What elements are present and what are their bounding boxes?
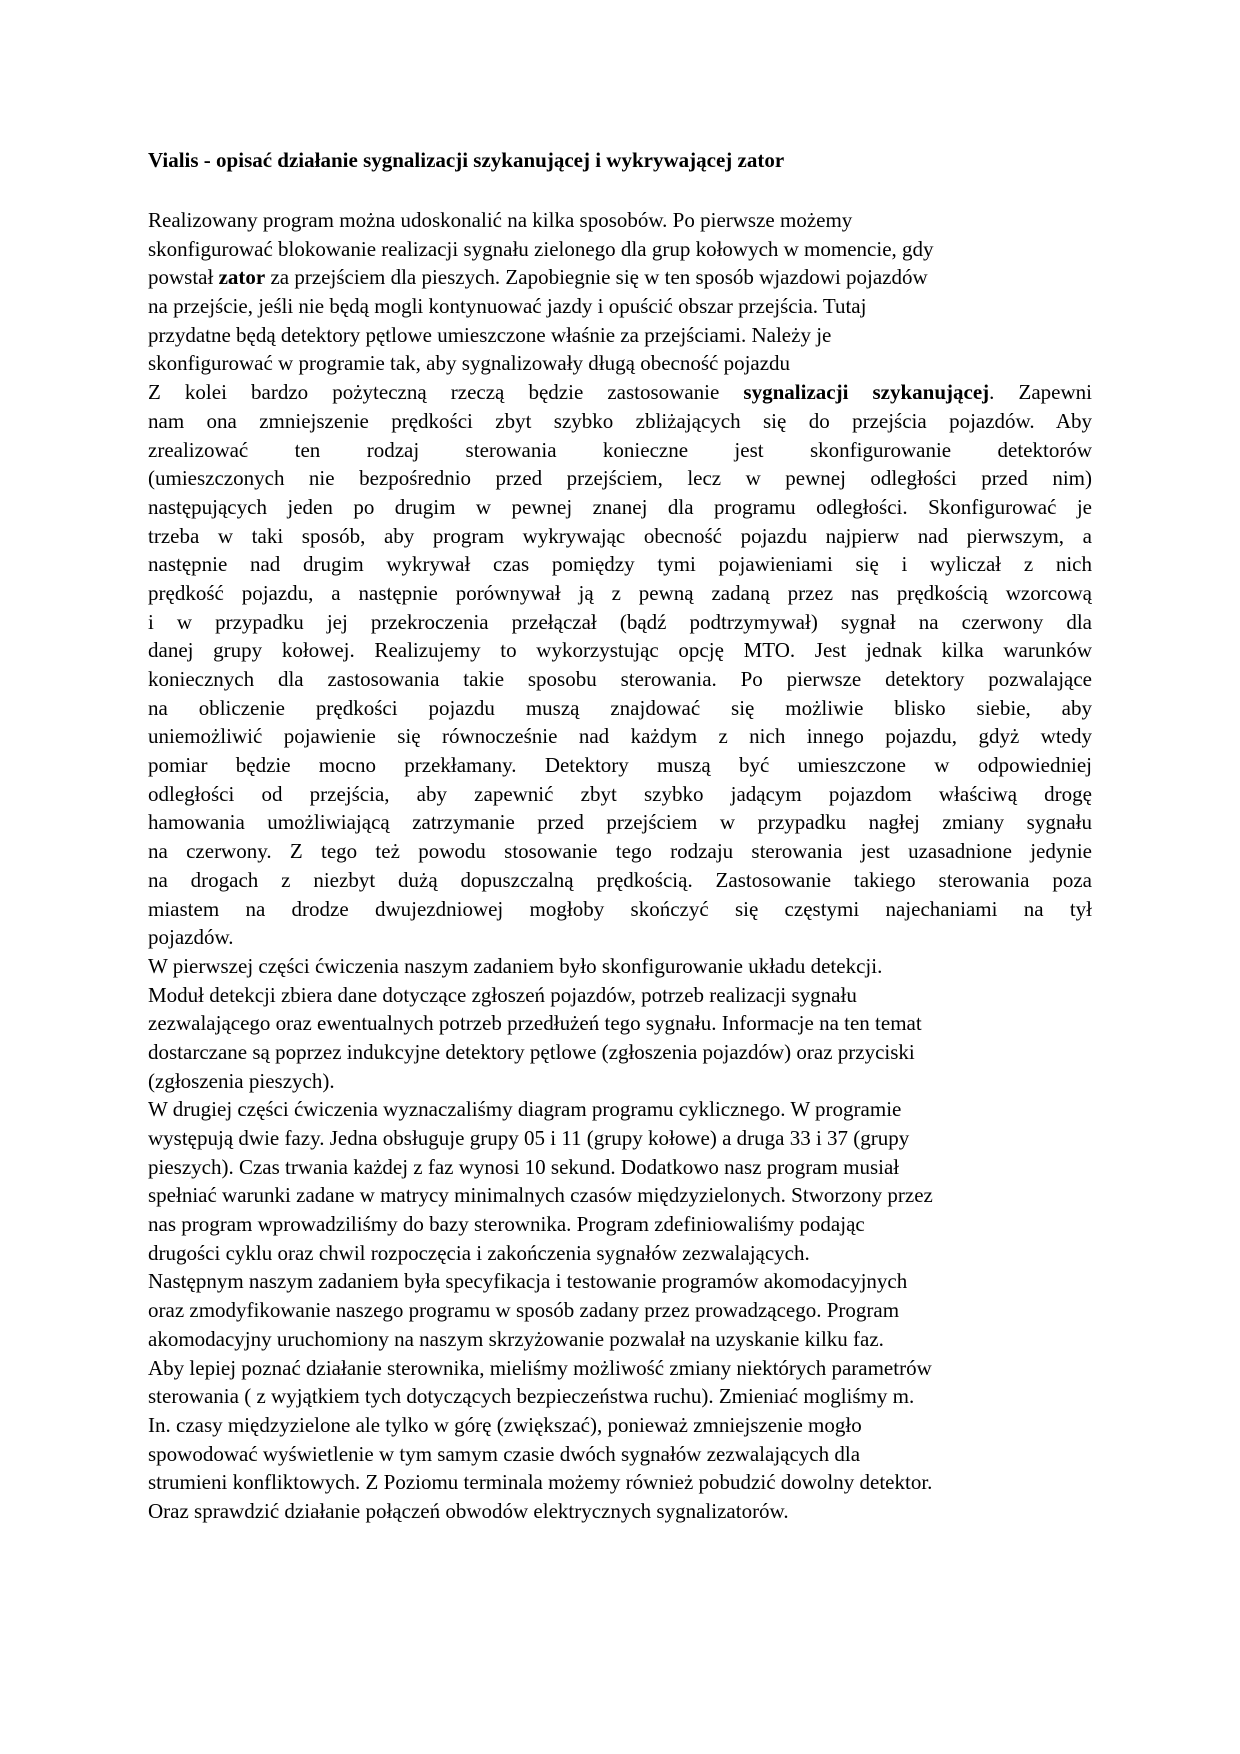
text-run: . Zapewni (989, 380, 1092, 405)
document-title: Vialis - opisać działanie sygnalizacji szykanującej i wykrywającej zator (148, 148, 785, 172)
text-run: na czerwony. Z tego też powodu stosowanie tego rodzaju sterowania jest uzasadnione jedynie (148, 839, 1092, 864)
text-line (148, 1440, 1092, 1469)
text-line (148, 1354, 1092, 1383)
text-run: i w przypadku jej przekroczenia przełączał (bądź podtrzymywał) sygnał na czerwony dla (148, 609, 1092, 634)
text-run: prędkość pojazdu, a następnie porównywał ją z pewną zadaną przez nas prędkością wzorcową (148, 580, 1092, 605)
text-run: skonfigurować w programie tak, aby sygnalizowały długą obecność pojazdu (148, 351, 791, 376)
text-run: występują dwie fazy. Jedna obsługuje grupy 05 i 11 (grupy kołowe) a druga 33 i 37 (grupy (148, 1126, 910, 1150)
text-run: uniemożliwić pojawienie się równocześnie nad każdym z nich innego pojazdu, gdyż wtedy (148, 724, 1092, 749)
text-line (148, 378, 1092, 407)
text-line (148, 895, 1092, 924)
text-run: In. czasy międzyzielone ale tylko w górę (zwiększać), ponieważ zmniejszenie mogło (148, 1412, 862, 1437)
text-line (148, 522, 1092, 551)
text-line (148, 292, 1092, 321)
text-run: Realizowany program można udoskonalić na kilka sposobów. Po pierwsze możemy (148, 208, 853, 232)
text-run: oraz zmodyfikowanie naszego programu w sposób zadany przez prowadzącego. Program (148, 1298, 900, 1323)
text-line (148, 1239, 1092, 1268)
text-run: nas program wprowadziliśmy do bazy sterownika. Program zdefiniowaliśmy podając (148, 1212, 865, 1237)
text-line (148, 1382, 1092, 1411)
text-run: następujących jeden po drugim w pewnej znanej dla programu odległości. Skonfigurować je (148, 494, 1092, 519)
text-line (148, 866, 1092, 895)
text-run: Następnym naszym zadaniem była specyfikacja i testowanie programów akomodacyjnych (148, 1269, 908, 1294)
bold-text: sygnalizacji szykanującej (743, 380, 990, 405)
text-line (148, 407, 1092, 436)
text-run: Oraz sprawdzić działanie połączeń obwodów elektrycznych sygnalizatorów. (148, 1498, 789, 1523)
text-run: W drugiej części ćwiczenia wyznaczaliśmy diagram programu cyklicznego. W programie (148, 1097, 902, 1122)
text-line (148, 1153, 1092, 1182)
text-run: Moduł detekcji zbiera dane dotyczące zgłoszeń pojazdów, potrzeb realizacji sygnału (148, 982, 857, 1007)
text-run: odległości od przejścia, aby zapewnić zbyt szybko jadącym pojazdom właściwą drogę (148, 781, 1092, 806)
text-run: akomodacyjny uruchomiony na naszym skrzyżowanie pozwalał na uzyskanie kilku faz. (148, 1326, 884, 1351)
text-line (148, 694, 1092, 723)
text-run: zezwalającego oraz ewentualnych potrzeb przedłużeń tego sygnału. Informacje na ten temat (148, 1011, 922, 1036)
text-line (148, 263, 1092, 292)
text-run: trzeba w taki sposób, aby program wykrywając obecność pojazdu najpierw nad pierwszym, a (148, 523, 1092, 548)
text-line (148, 464, 1092, 493)
text-run: na obliczenie prędkości pojazdu muszą znajdować się możliwie blisko siebie, aby (148, 695, 1092, 720)
text-line (148, 608, 1092, 637)
text-line (148, 206, 1092, 235)
text-line (148, 1095, 1092, 1124)
text-run: hamowania umożliwiającą zatrzymanie przed przejściem w przypadku nagłej zmiany sygnału (148, 810, 1092, 835)
text-run: W pierwszej części ćwiczenia naszym zadaniem było skonfigurowanie układu detekcji. (148, 953, 883, 978)
text-line (148, 1124, 1092, 1153)
text-line (148, 1210, 1092, 1239)
text-run: sterowania ( z wyjątkiem tych dotyczących bezpieczeństwa ruchu). Zmieniać mogliśmy m. (148, 1384, 915, 1409)
text-run: (zgłoszenia pieszych). (148, 1068, 335, 1093)
text-line (148, 579, 1092, 608)
text-line (148, 1267, 1092, 1296)
text-line (148, 780, 1092, 809)
document-body (148, 206, 1092, 1526)
text-line (148, 981, 1092, 1010)
text-run: na przejście, jeśli nie będą mogli kontynuować jazdy i opuścić obszar przejścia. Tutaj (148, 294, 867, 319)
text-line (148, 636, 1092, 665)
text-line (148, 952, 1092, 981)
text-run: przydatne będą detektory pętlowe umieszczone właśnie za przejściami. Należy je (148, 322, 832, 347)
text-run: powstał (148, 265, 219, 290)
text-run: drugości cyklu oraz chwil rozpoczęcia i zakończenia sygnałów zezwalających. (148, 1240, 810, 1265)
text-run: miastem na drodze dwujezdniowej mogłoby skończyć się częstymi najechaniami na tył (148, 896, 1092, 921)
text-run: danej grupy kołowej. Realizujemy to wykorzystując opcję MTO. Jest jednak kilka warunków (148, 638, 1092, 663)
text-line (148, 923, 1092, 952)
text-line (148, 550, 1092, 579)
text-run: pojazdów. (148, 925, 234, 950)
text-run: za przejściem dla pieszych. Zapobiegnie się w ten sposób wjazdowi pojazdów (265, 265, 928, 290)
text-run: na drogach z niezbyt dużą dopuszczalną prędkością. Zastosowanie takiego sterowania poza (148, 867, 1092, 892)
text-line (148, 493, 1092, 522)
text-line (148, 1009, 1092, 1038)
text-line (148, 808, 1092, 837)
text-run: pieszych). Czas trwania każdej z faz wynosi 10 sekund. Dodatkowo nasz program musiał (148, 1154, 900, 1179)
text-run: zrealizować ten rodzaj sterowania konieczne jest skonfigurowanie detektorów (148, 437, 1092, 462)
text-run: (umieszczonych nie bezpośrednio przed przejściem, lecz w pewnej odległości przed nim) (148, 466, 1092, 491)
bold-text: zator (218, 265, 266, 290)
text-line (148, 1181, 1092, 1210)
text-run: Z kolei bardzo pożyteczną rzeczą będzie zastosowanie (148, 380, 744, 405)
text-line (148, 436, 1092, 465)
text-run: pomiar będzie mocno przekłamany. Detektory muszą być umieszczone w odpowiedniej (148, 753, 1092, 778)
text-line (148, 751, 1092, 780)
text-line (148, 321, 1092, 350)
text-line (148, 1296, 1092, 1325)
text-run: nam ona zmniejszenie prędkości zbyt szybko zbliżających się do przejścia pojazdów. Aby (148, 408, 1092, 433)
text-line (148, 1468, 1092, 1497)
text-line (148, 1038, 1092, 1067)
text-run: dostarczane są poprzez indukcyjne detektory pętlowe (zgłoszenia pojazdów) oraz przyciski (148, 1039, 915, 1064)
text-run: następnie nad drugim wykrywał czas pomiędzy tymi pojawieniami się i wyliczał z nich (148, 552, 1092, 577)
text-run: skonfigurować blokowanie realizacji sygnału zielonego dla grup kołowych w momencie, gdy (148, 236, 934, 261)
text-line (148, 1325, 1092, 1354)
text-run: spowodować wyświetlenie w tym samym czasie dwóch sygnałów zezwalających dla (148, 1441, 861, 1466)
text-run: strumieni konfliktowych. Z Poziomu terminala możemy również pobudzić dowolny detektor. (148, 1470, 933, 1495)
text-line (148, 1497, 1092, 1526)
text-line (148, 722, 1092, 751)
text-line (148, 665, 1092, 694)
text-run: spełniać warunki zadane w matrycy minimalnych czasów międzyzielonych. Stworzony przez (148, 1183, 933, 1208)
text-line (148, 235, 1092, 264)
text-run: koniecznych dla zastosowania takie sposobu sterowania. Po pierwsze detektory pozwalające (148, 667, 1092, 691)
text-run: Aby lepiej poznać działanie sterownika, mieliśmy możliwość zmiany niektórych parametrów (148, 1355, 932, 1380)
text-line (148, 349, 1092, 378)
text-line (148, 837, 1092, 866)
text-line (148, 1411, 1092, 1440)
text-line (148, 1067, 1092, 1096)
